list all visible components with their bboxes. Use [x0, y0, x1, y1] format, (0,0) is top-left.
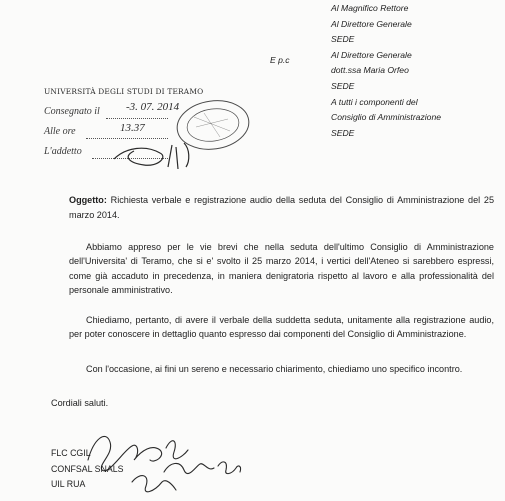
recipient-line: A tutti i componenti del	[331, 96, 418, 107]
body-paragraph	[69, 240, 494, 297]
university-name: UNIVERSITÀ DEGLI STUDI DI TERAMO	[44, 87, 204, 96]
addetto-label: L'addetto	[44, 146, 82, 157]
recipient-line: SEDE	[331, 34, 355, 45]
paragraph-text: Abbiamo appreso per le vie brevi che nella seduta dell'ultimo Consiglio di Amministrazione dell'Universita' di Teramo, che si e' svolto il 25 marzo 2014, i vertici dell'Ateneo si sarebbero espressi, come già accaduto in precedenza, in maniera denigratoria rispetto al lavoro e alla professionalità del personale amministrativo.	[69, 242, 494, 295]
addetto-line	[92, 158, 168, 159]
recipient-line: SEDE	[331, 80, 355, 91]
consegnato-label: Consegnato il	[44, 106, 100, 117]
recipient-line: Al Direttore Generale	[331, 18, 412, 29]
recipients-block	[331, 1, 441, 141]
body-paragraph	[69, 313, 494, 342]
subject	[69, 193, 494, 222]
subject-text: Richiesta verbale e registrazione audio della seduta del Consiglio di Amministrazione del 25 marzo 2014.	[69, 195, 495, 220]
signatory: UIL RUA	[51, 479, 86, 490]
signatories	[51, 446, 124, 493]
recipient-line: SEDE	[331, 127, 355, 138]
recipient-line: Al Magnifico Rettore	[331, 3, 409, 13]
closing-salutation: Cordiali saluti.	[51, 398, 109, 408]
recipient-line: Consiglio di Amministrazione	[331, 112, 442, 123]
recipient-line: dott.ssa Maria Orfeo	[331, 65, 409, 76]
ore-label: Alle ore	[44, 126, 76, 137]
consegnato-value: -3. 07. 2014	[126, 101, 180, 113]
recipient-line: Al Direttore Generale	[331, 49, 412, 60]
paragraph-text: Chiediamo, pertanto, di avere il verbale della suddetta seduta, unitamente alla registrazione audio, per poter conoscere in dettaglio quanto espresso dai componenti del Consiglio di Amministrazione.	[69, 315, 494, 340]
epc-label: E p.c	[270, 55, 290, 65]
signatory: CONFSAL SNALS	[51, 463, 124, 474]
reception-stamp	[44, 87, 272, 177]
subject-label: Oggetto:	[69, 195, 107, 205]
ore-line	[86, 138, 168, 139]
body-paragraph	[69, 362, 494, 376]
signatory: FLC CGIL	[51, 448, 91, 458]
ore-value: 13.37	[120, 122, 145, 134]
paragraph-text: Con l'occasione, ai fini un sereno e necessario chiarimento, chiediamo uno specifico incontro.	[86, 364, 463, 374]
consegnato-line	[106, 118, 168, 119]
